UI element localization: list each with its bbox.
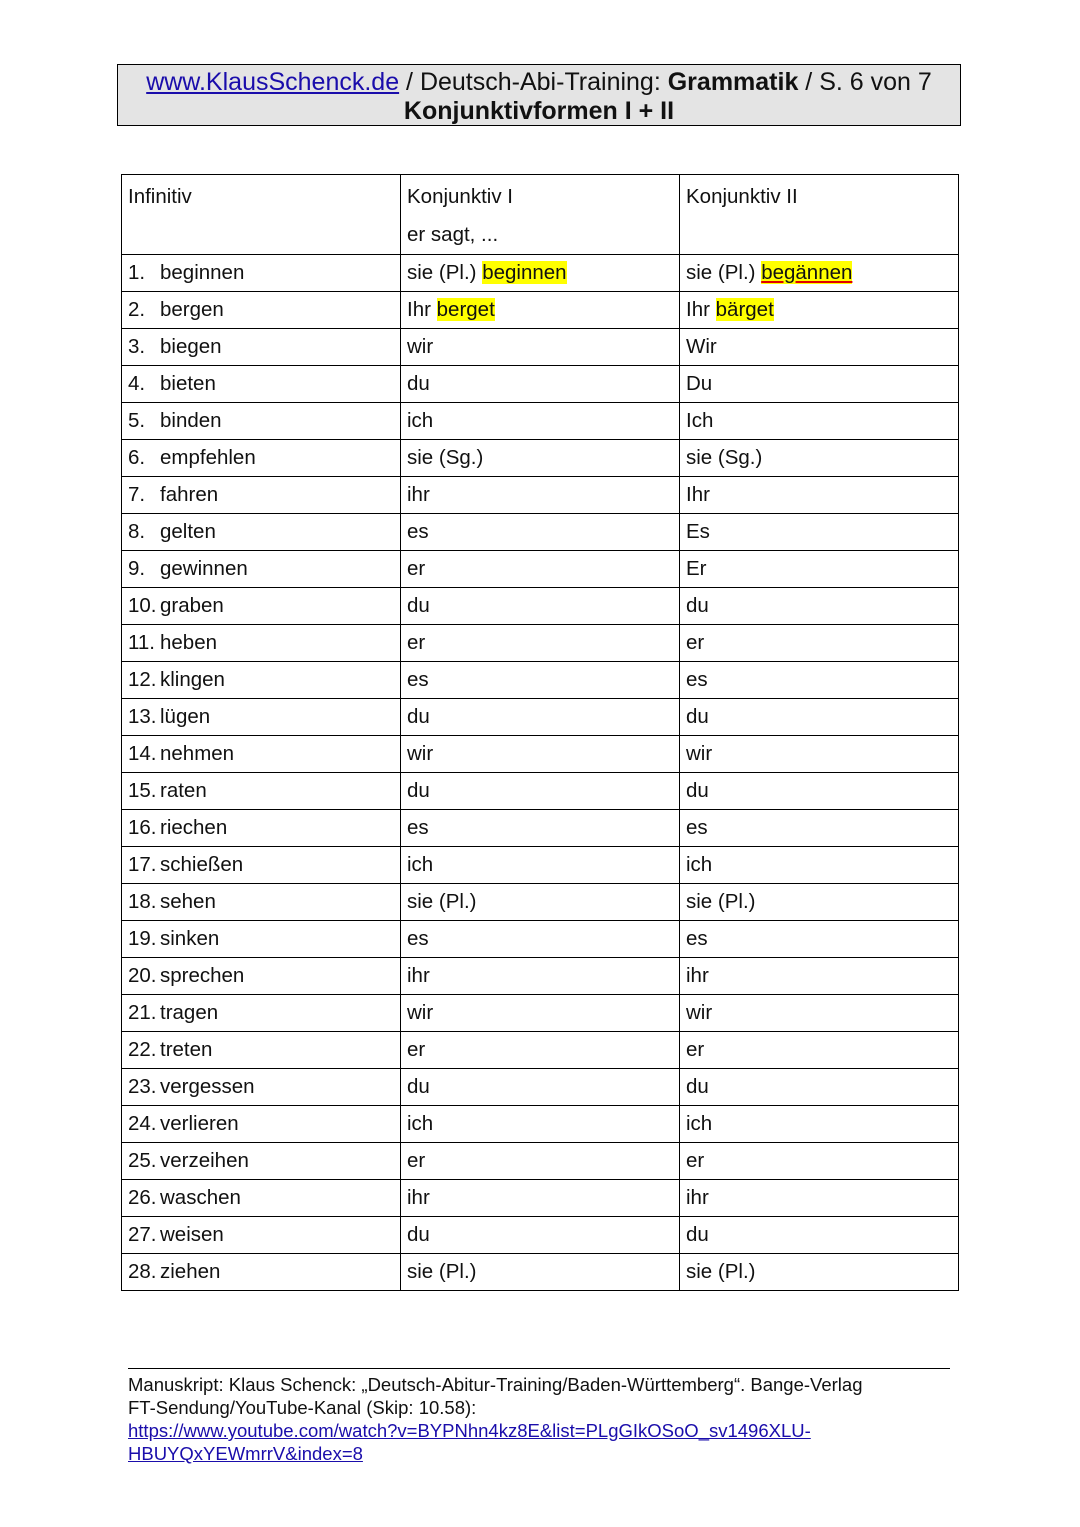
- cell-infinitiv: [122, 995, 401, 1032]
- k1-pronoun: ich: [407, 1112, 434, 1135]
- cell-konjunktiv-1: [401, 699, 680, 736]
- k2-pronoun: wir: [686, 1001, 713, 1024]
- k2-pronoun: ich: [686, 853, 713, 876]
- footer: [128, 1368, 950, 1465]
- verb-infinitive: empfehlen: [160, 446, 256, 469]
- cell-konjunktiv-1: [401, 625, 680, 662]
- k1-pronoun: es: [407, 927, 429, 950]
- cell-infinitiv: [122, 255, 401, 292]
- k2-pronoun: Ich: [686, 409, 714, 432]
- k2-pronoun: ich: [686, 1112, 713, 1135]
- k1-pronoun: wir: [407, 335, 434, 358]
- cell-infinitiv: [122, 1106, 401, 1143]
- k2-pronoun: du: [686, 779, 709, 802]
- k2-pronoun: er: [686, 631, 705, 654]
- k2-pronoun: er: [686, 1038, 705, 1061]
- cell-konjunktiv-2: [680, 1180, 959, 1217]
- row-number: 4.: [128, 372, 146, 395]
- k2-pronoun: du: [686, 705, 709, 728]
- cell-infinitiv: [122, 699, 401, 736]
- verb-infinitive: tragen: [160, 1001, 219, 1024]
- table-row: [122, 995, 959, 1032]
- cell-konjunktiv-2: [680, 958, 959, 995]
- table-row: [122, 1032, 959, 1069]
- table-row: [122, 625, 959, 662]
- row-number: 7.: [128, 483, 146, 506]
- cell-konjunktiv-1: [401, 329, 680, 366]
- k2-pronoun: er: [686, 1149, 705, 1172]
- header-subtitle: Konjunktivformen I + II: [403, 97, 675, 125]
- verb-infinitive: sehen: [160, 890, 216, 913]
- cell-konjunktiv-1: [401, 662, 680, 699]
- k1-pronoun: wir: [407, 1001, 434, 1024]
- row-number: 1.: [128, 261, 146, 284]
- verb-infinitive: lügen: [160, 705, 211, 728]
- table-row: [122, 1106, 959, 1143]
- cell-infinitiv: [122, 921, 401, 958]
- row-number: 3.: [128, 335, 146, 358]
- k1-pronoun: er: [407, 557, 426, 580]
- k2-verb-form: begännen: [761, 261, 853, 284]
- row-number: 5.: [128, 409, 146, 432]
- cell-infinitiv: [122, 588, 401, 625]
- cell-konjunktiv-1: [401, 1069, 680, 1106]
- k2-pronoun: Es: [686, 520, 710, 543]
- verb-infinitive: weisen: [160, 1223, 224, 1246]
- table-row: [122, 440, 959, 477]
- cell-konjunktiv-1: [401, 588, 680, 625]
- k1-pronoun: er: [407, 631, 426, 654]
- cell-infinitiv: [122, 514, 401, 551]
- cell-konjunktiv-2: [680, 1254, 959, 1291]
- footer-broadcast: FT-Sendung/YouTube-Kanal (Skip: 10.58):: [128, 1397, 477, 1418]
- row-number: 6.: [128, 446, 146, 469]
- row-number: 14.: [128, 742, 157, 765]
- row-number: 11.: [128, 631, 155, 654]
- k1-pronoun: du: [407, 594, 430, 617]
- cell-infinitiv: [122, 810, 401, 847]
- row-number: 17.: [128, 853, 157, 876]
- cell-konjunktiv-2: [680, 292, 959, 329]
- k1-pronoun: es: [407, 520, 429, 543]
- verb-infinitive: nehmen: [160, 742, 235, 765]
- cell-konjunktiv-2: [680, 884, 959, 921]
- row-number: 16.: [128, 816, 157, 839]
- row-number: 25.: [128, 1149, 157, 1172]
- cell-konjunktiv-2: [680, 1106, 959, 1143]
- k1-pronoun: ich: [407, 409, 434, 432]
- row-number: 20.: [128, 964, 157, 987]
- cell-konjunktiv-2: [680, 1143, 959, 1180]
- cell-konjunktiv-2: [680, 810, 959, 847]
- cell-konjunktiv-1: [401, 995, 680, 1032]
- cell-infinitiv: [122, 847, 401, 884]
- cell-infinitiv: [122, 403, 401, 440]
- k1-pronoun: sie (Pl.): [407, 890, 477, 913]
- k1-pronoun: du: [407, 705, 430, 728]
- header-title-bold: Grammatik: [667, 68, 799, 96]
- table-row: [122, 329, 959, 366]
- cell-infinitiv: [122, 292, 401, 329]
- k2-pronoun: du: [686, 1075, 709, 1098]
- verb-infinitive: fahren: [160, 483, 219, 506]
- cell-konjunktiv-1: [401, 810, 680, 847]
- cell-konjunktiv-1: [401, 884, 680, 921]
- k1-pronoun: sie (Pl.): [407, 261, 477, 284]
- k1-pronoun: ich: [407, 853, 434, 876]
- cell-infinitiv: [122, 551, 401, 588]
- k2-pronoun: Du: [686, 372, 713, 395]
- cell-infinitiv: [122, 329, 401, 366]
- k2-pronoun: es: [686, 816, 708, 839]
- conjugation-table: [121, 174, 959, 1291]
- k1-pronoun: du: [407, 779, 430, 802]
- k2-pronoun: ihr: [686, 964, 709, 987]
- cell-konjunktiv-2: [680, 514, 959, 551]
- k1-pronoun: sie (Pl.): [407, 1260, 477, 1283]
- cell-infinitiv: [122, 1254, 401, 1291]
- cell-konjunktiv-1: [401, 921, 680, 958]
- k2-pronoun: du: [686, 1223, 709, 1246]
- row-number: 2.: [128, 298, 146, 321]
- header-title-suffix: / S. 6 von 7: [798, 68, 932, 96]
- verb-infinitive: gelten: [160, 520, 216, 543]
- k2-pronoun: sie (Pl.): [686, 1260, 756, 1283]
- cell-konjunktiv-1: [401, 477, 680, 514]
- cell-infinitiv: [122, 1069, 401, 1106]
- cell-infinitiv: [122, 1217, 401, 1254]
- header-title-prefix: / Deutsch-Abi-Training:: [399, 68, 668, 96]
- cell-konjunktiv-2: [680, 403, 959, 440]
- verb-infinitive: biegen: [160, 335, 222, 358]
- cell-konjunktiv-1: [401, 403, 680, 440]
- column-header-infinitiv: Infinitiv: [122, 175, 401, 255]
- k2-pronoun: Ihr: [686, 483, 710, 506]
- verb-infinitive: schießen: [160, 853, 244, 876]
- cell-infinitiv: [122, 440, 401, 477]
- verb-infinitive: beginnen: [160, 261, 245, 284]
- table-row: [122, 1217, 959, 1254]
- cell-konjunktiv-1: [401, 440, 680, 477]
- cell-konjunktiv-1: [401, 292, 680, 329]
- cell-infinitiv: [122, 773, 401, 810]
- table-row: [122, 255, 959, 292]
- cell-konjunktiv-1: [401, 773, 680, 810]
- k1-pronoun: es: [407, 668, 429, 691]
- row-number: 8.: [128, 520, 146, 543]
- table-row: [122, 366, 959, 403]
- cell-konjunktiv-1: [401, 1106, 680, 1143]
- verb-infinitive: vergessen: [160, 1075, 255, 1098]
- row-number: 28.: [128, 1260, 157, 1283]
- cell-konjunktiv-2: [680, 625, 959, 662]
- cell-konjunktiv-1: [401, 1217, 680, 1254]
- table-row: [122, 403, 959, 440]
- cell-konjunktiv-2: [680, 736, 959, 773]
- cell-infinitiv: [122, 1180, 401, 1217]
- page-header: [117, 64, 961, 126]
- cell-konjunktiv-2: [680, 699, 959, 736]
- table-row: [122, 1180, 959, 1217]
- cell-infinitiv: [122, 884, 401, 921]
- column-subheader-konjunktiv-1: er sagt, ...: [407, 223, 499, 246]
- table-row: [122, 884, 959, 921]
- verb-infinitive: sinken: [160, 927, 220, 950]
- verb-infinitive: verzeihen: [160, 1149, 249, 1172]
- footer-manuscript: Manuskript: Klaus Schenck: „Deutsch-Abitur-Training/Baden-Württemberg“. Bange-Verlag: [128, 1374, 863, 1395]
- k1-pronoun: er: [407, 1149, 426, 1172]
- cell-konjunktiv-1: [401, 958, 680, 995]
- row-number: 15.: [128, 779, 157, 802]
- row-number: 27.: [128, 1223, 157, 1246]
- k2-pronoun: es: [686, 927, 708, 950]
- cell-konjunktiv-1: [401, 1254, 680, 1291]
- cell-konjunktiv-1: [401, 1143, 680, 1180]
- cell-konjunktiv-2: [680, 773, 959, 810]
- row-number: 10.: [128, 594, 157, 617]
- cell-konjunktiv-1: [401, 847, 680, 884]
- cell-konjunktiv-2: [680, 588, 959, 625]
- table-header-row: [122, 175, 959, 255]
- verb-infinitive: raten: [160, 779, 207, 802]
- table-row: [122, 514, 959, 551]
- verb-infinitive: sprechen: [160, 964, 245, 987]
- header-line-1: [118, 68, 960, 97]
- site-link[interactable]: www.KlausSchenck.de: [146, 68, 400, 96]
- table-row: [122, 292, 959, 329]
- table-row: [122, 699, 959, 736]
- cell-infinitiv: [122, 477, 401, 514]
- row-number: 21.: [128, 1001, 157, 1024]
- verb-infinitive: treten: [160, 1038, 213, 1061]
- table-row: [122, 1069, 959, 1106]
- row-number: 12.: [128, 668, 157, 691]
- table-row: [122, 1143, 959, 1180]
- verb-infinitive: heben: [160, 631, 218, 654]
- k1-pronoun: du: [407, 1075, 430, 1098]
- cell-konjunktiv-2: [680, 995, 959, 1032]
- k2-pronoun: sie (Sg.): [686, 446, 763, 469]
- cell-konjunktiv-1: [401, 1032, 680, 1069]
- table-row: [122, 958, 959, 995]
- cell-konjunktiv-1: [401, 366, 680, 403]
- k2-pronoun: ihr: [686, 1186, 709, 1209]
- k2-pronoun: Ihr: [686, 298, 710, 321]
- k2-pronoun: sie (Pl.): [686, 890, 756, 913]
- k2-pronoun: es: [686, 668, 708, 691]
- cell-infinitiv: [122, 625, 401, 662]
- table-row: [122, 662, 959, 699]
- cell-konjunktiv-1: [401, 551, 680, 588]
- k1-pronoun: du: [407, 1223, 430, 1246]
- k1-pronoun: Ihr: [407, 298, 431, 321]
- verb-infinitive: bieten: [160, 372, 216, 395]
- footer-youtube-link[interactable]: https://www.youtube.com/watch?v=BYPNhn4kz8E&list=PLgGIkOSoO_sv1496XLU- HBUYQxYEWmrrV&index=8: [128, 1420, 811, 1464]
- k1-verb-form: beginnen: [482, 261, 567, 284]
- cell-konjunktiv-2: [680, 847, 959, 884]
- row-number: 24.: [128, 1112, 157, 1135]
- k1-pronoun: ihr: [407, 1186, 430, 1209]
- verb-infinitive: gewinnen: [160, 557, 248, 580]
- cell-konjunktiv-2: [680, 366, 959, 403]
- k2-pronoun: Wir: [686, 335, 717, 358]
- k2-pronoun: wir: [686, 742, 713, 765]
- table-row: [122, 810, 959, 847]
- verb-infinitive: waschen: [160, 1186, 241, 1209]
- table-row: [122, 551, 959, 588]
- k1-pronoun: er: [407, 1038, 426, 1061]
- table-row: [122, 477, 959, 514]
- row-number: 19.: [128, 927, 157, 950]
- k1-pronoun: sie (Sg.): [407, 446, 484, 469]
- cell-konjunktiv-1: [401, 1180, 680, 1217]
- cell-konjunktiv-1: [401, 736, 680, 773]
- cell-konjunktiv-2: [680, 662, 959, 699]
- cell-konjunktiv-2: [680, 551, 959, 588]
- table-row: [122, 736, 959, 773]
- cell-infinitiv: [122, 1032, 401, 1069]
- table-row: [122, 1254, 959, 1291]
- row-number: 9.: [128, 557, 146, 580]
- verb-infinitive: ziehen: [160, 1260, 221, 1283]
- cell-infinitiv: [122, 736, 401, 773]
- column-header-konjunktiv-1: Konjunktiv I er sagt, ...: [401, 175, 680, 255]
- k1-verb-form: berget: [436, 298, 495, 321]
- verb-infinitive: verlieren: [160, 1112, 239, 1135]
- table-row: [122, 588, 959, 625]
- k1-pronoun: es: [407, 816, 429, 839]
- verb-infinitive: riechen: [160, 816, 228, 839]
- row-number: 18.: [128, 890, 157, 913]
- verb-infinitive: graben: [160, 594, 224, 617]
- cell-konjunktiv-2: [680, 255, 959, 292]
- cell-konjunktiv-2: [680, 1032, 959, 1069]
- k2-pronoun: Er: [686, 557, 707, 580]
- k1-pronoun: du: [407, 372, 430, 395]
- cell-konjunktiv-1: [401, 255, 680, 292]
- cell-konjunktiv-2: [680, 440, 959, 477]
- cell-konjunktiv-2: [680, 921, 959, 958]
- row-number: 13.: [128, 705, 157, 728]
- cell-infinitiv: [122, 1143, 401, 1180]
- cell-konjunktiv-1: [401, 514, 680, 551]
- cell-konjunktiv-2: [680, 1069, 959, 1106]
- cell-infinitiv: [122, 958, 401, 995]
- column-header-konjunktiv-2: Konjunktiv II: [680, 175, 959, 255]
- cell-konjunktiv-2: [680, 329, 959, 366]
- k2-pronoun: sie (Pl.): [686, 261, 756, 284]
- verb-infinitive: binden: [160, 409, 222, 432]
- cell-konjunktiv-2: [680, 477, 959, 514]
- cell-infinitiv: [122, 662, 401, 699]
- row-number: 23.: [128, 1075, 157, 1098]
- k2-verb-form: bärget: [715, 298, 774, 321]
- table-row: [122, 847, 959, 884]
- k1-pronoun: ihr: [407, 964, 430, 987]
- k1-pronoun: ihr: [407, 483, 430, 506]
- table-row: [122, 773, 959, 810]
- k1-pronoun: wir: [407, 742, 434, 765]
- cell-konjunktiv-2: [680, 1217, 959, 1254]
- cell-infinitiv: [122, 366, 401, 403]
- row-number: 26.: [128, 1186, 157, 1209]
- row-number: 22.: [128, 1038, 157, 1061]
- k2-pronoun: du: [686, 594, 709, 617]
- verb-infinitive: klingen: [160, 668, 225, 691]
- table-row: [122, 921, 959, 958]
- verb-infinitive: bergen: [160, 298, 224, 321]
